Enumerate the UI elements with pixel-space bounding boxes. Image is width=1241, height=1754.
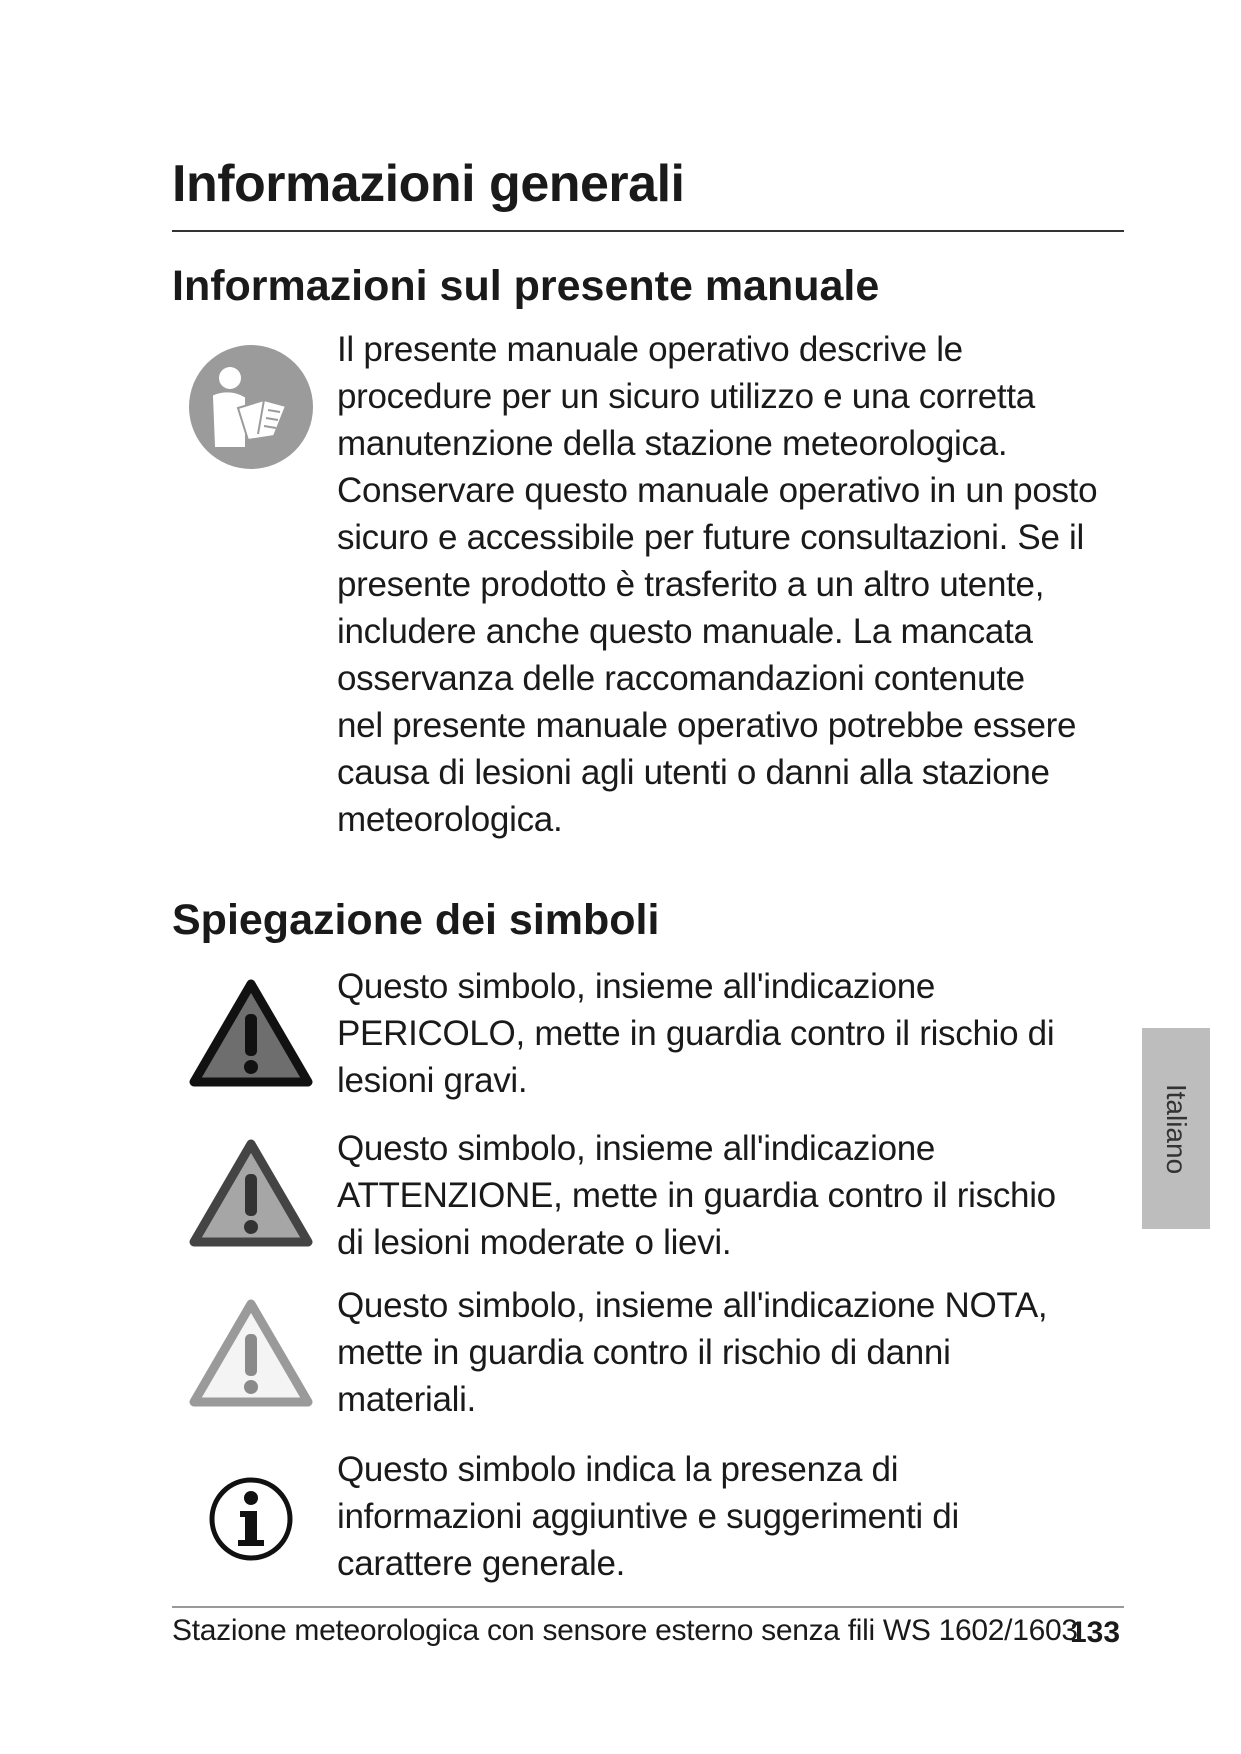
language-side-tab [1142, 1028, 1210, 1229]
section-heading-manual: Informazioni sul presente manuale [172, 262, 880, 310]
text-line: PERICOLO, mette in guardia contro il rischio di [337, 1014, 1055, 1053]
text-line: Il presente manuale operativo descrive le [337, 330, 963, 369]
text-line: mette in guardia contro il rischio di danni [337, 1333, 951, 1372]
text-line: ATTENZIONE, mette in guardia contro il rischio [337, 1176, 1056, 1215]
text-line: lesioni gravi. [337, 1061, 528, 1100]
text-line: meteorologica. [337, 800, 563, 839]
manual-description [337, 326, 1127, 843]
text-line: Questo simbolo, insieme all'indicazione [337, 1129, 936, 1168]
info-icon [208, 1476, 294, 1562]
text-line: nel presente manuale operativo potrebbe essere [337, 706, 1077, 745]
text-line: materiali. [337, 1380, 476, 1419]
symbol-info-text [337, 1446, 1117, 1587]
text-line: di lesioni moderate o lievi. [337, 1223, 732, 1262]
caution-warning-icon [188, 1138, 314, 1250]
text-line: procedure per un sicuro utilizzo e una corretta [337, 377, 1035, 416]
language-label: Italiano [1161, 1083, 1193, 1174]
text-line: carattere generale. [337, 1544, 626, 1583]
text-line: Questo simbolo, insieme all'indicazione NOTA, [337, 1286, 1048, 1325]
title-divider [172, 230, 1124, 232]
text-line: presente prodotto è trasferito a un altro utente, [337, 565, 1045, 604]
symbol-caution-text [337, 1125, 1117, 1266]
symbol-danger-text [337, 963, 1117, 1104]
symbol-notice-text [337, 1282, 1117, 1423]
page-title: Informazioni generali [172, 155, 685, 213]
notice-warning-icon [188, 1298, 314, 1410]
footer-divider [172, 1606, 1124, 1608]
text-line: causa di lesioni agli utenti o danni alla stazione [337, 753, 1050, 792]
text-line: informazioni aggiuntive e suggerimenti di [337, 1497, 959, 1536]
text-line: osservanza delle raccomandazioni contenute [337, 659, 1025, 698]
section-heading-symbols: Spiegazione dei simboli [172, 896, 660, 944]
text-line: manutenzione della stazione meteorologica. [337, 424, 1008, 463]
text-line: includere anche questo manuale. La mancata [337, 612, 1033, 651]
danger-warning-icon [188, 978, 314, 1090]
text-line: sicuro e accessibile per future consultazioni. Se il [337, 518, 1085, 557]
text-line: Questo simbolo, insieme all'indicazione [337, 967, 936, 1006]
footer-product-name: Stazione meteorologica con sensore esterno senza fili WS 1602/1603 [172, 1614, 1078, 1647]
read-manual-icon [186, 342, 316, 472]
text-line: Questo simbolo indica la presenza di [337, 1450, 899, 1489]
text-line: Conservare questo manuale operativo in un posto [337, 471, 1098, 510]
page-number: 133 [1070, 1616, 1121, 1649]
